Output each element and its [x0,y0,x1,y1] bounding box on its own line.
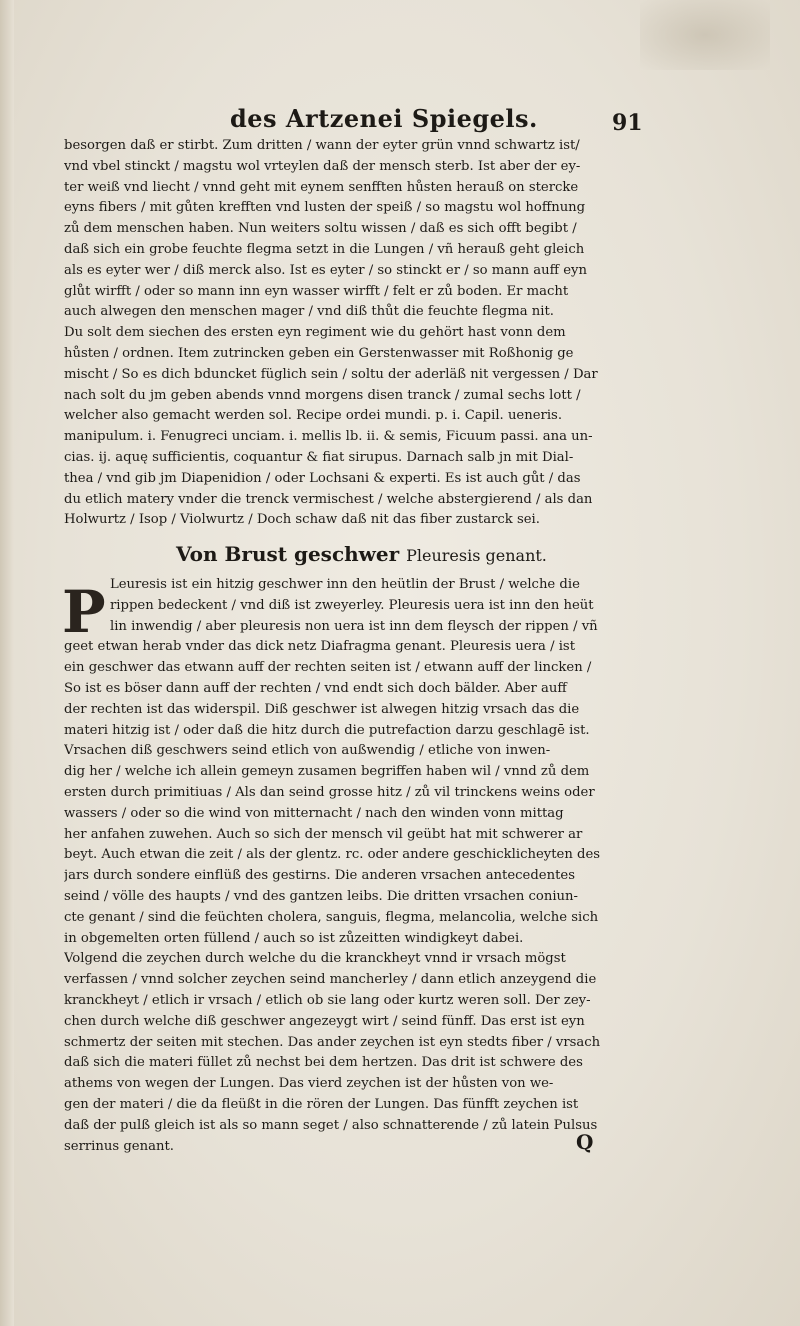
text-line: Du solt dem siechen des ersten eyn regiment wie du gehört hast vonn dem [64,325,566,341]
text-line: manipulum. i. Fenugreci unciam. i. mellis lb. ii. & semis, Ficuum passi. ana un- [64,429,593,445]
text-line: in obgemelten orten füllend / auch so ist zůzeitten windigkeyt dabei. [64,930,524,946]
text-line: serrinus genant. [64,1138,174,1154]
text-line: ter weiß vnd liecht / vnnd geht mit eynem senfften hůsten herauß on stercke [64,179,579,195]
text-line: dig her / welche ich allein gemeyn zusamen begriffen haben wil / vnnd zů dem [64,764,590,780]
text-line: glůt wirfft / oder so mann inn eyn wasser wirfft / felt er zů boden. Er macht [64,283,569,299]
page-gutter [0,0,14,1326]
text-line: hůsten / ordnen. Item zutrincken geben ein Gerstenwasser mit Roßhonig ge [64,345,574,361]
text-line: besorgen daß er stirbt. Zum dritten / wann der eyter grün vnnd schwartz ist/ [64,138,580,153]
text-line: daß sich ein grobe feuchte flegma setzt in die Lungen / vñ herauß geht gleich [64,241,585,257]
text-line: auch alwegen den menschen mager / vnd diß thůt die feuchte flegma nit. [64,304,554,320]
catchword: Q [576,1130,594,1154]
text-line: So ist es böser dann auff der rechten / vnd endt sich doch bälder. Aber auff [64,680,567,696]
text-line: Leuresis ist ein hitzig geschwer inn den heütlin der Brust / welche die [110,577,580,592]
text-line: Vrsachen diß geschwers seind etlich von außwendig / etliche von inwen- [64,743,551,759]
text-line: ersten durch primitiuas / Als dan seind grosse hitz / zů vil trinckens weins oder [64,784,595,800]
text-line: Holwurtz / Isop / Violwurtz / Doch schaw daß nit das fiber zustarck sei. [64,512,540,528]
text-line: athems von wegen der Lungen. Das vierd zeychen ist der hůsten von we- [64,1076,554,1092]
text-line: thea / vnd gib jm Diapenidion / oder Lochsani & experti. Es ist auch gůt / das [64,470,581,486]
text-line: du etlich matery vnder die trenck vermischest / welche abstergierend / als dan [64,491,593,507]
text-line: Volgend die zeychen durch welche du die kranckheyt vnnd ir vrsach mögst [64,951,566,967]
text-line: lin inwendig / aber pleuresis non uera ist inn dem fleysch der rippen / vñ [110,618,598,634]
text-line: materi hitzig ist / oder daß die hitz durch die putrefaction darzu geschlagē ist. [64,722,590,738]
text-line: beyt. Auch etwan die zeit / als der glentz. rc. oder andere geschicklicheyten des [64,847,601,863]
text-line: kranckheyt / etlich ir vrsach / etlich ob sie lang oder kurtz weren soll. Der zey- [64,992,591,1008]
text-line: mischt / So es dich bduncket füglich sein / soltu der aderläß nit vergessen / Dar [64,366,598,382]
running-head: des Artzenei Spiegels. [230,104,538,133]
text-line: daß der pulß gleich ist als so mann seget / also schnatterende / zů latein Pulsus [64,1117,598,1133]
paper-stain [640,0,770,70]
text-line: vnd vbel stinckt / magstu wol vrteylen daß der mensch sterb. Ist aber der ey- [64,158,581,174]
text-line: cias. ij. aquę sufficientis, coquantur & fiat sirupus. Darnach salb jn mit Dial- [64,449,574,465]
heading-title: Von Brust geschwer [176,542,400,566]
section1-text [64,136,654,531]
text-line: seind / völle des haupts / vnd des gantzen leibs. Die dritten vrsachen coniun- [64,888,578,904]
text-line: gen der materi / die da fleüßt in die rören der Lungen. Das fünfft zeychen ist [64,1096,579,1112]
drop-capital: P [62,578,106,646]
text-line: wassers / oder so die wind von mitternacht / nach den winden vonn mittag [64,805,564,821]
text-line: verfassen / vnnd solcher zeychen seind mancherley / dann etlich anzeygend die [64,972,597,988]
section-heading [176,542,616,566]
text-line: her anfahen zuwehen. Auch so sich der mensch vil geübt hat mit schwerer ar [64,826,583,842]
text-line: eyns fibers / mit gůten krefften vnd lusten der speiß / so magstu wol hoffnung [64,200,586,216]
text-line: ein geschwer das etwann auff der rechten seiten ist / etwann auff der lincken / [64,660,592,676]
text-line: zů dem menschen haben. Nun weiters soltu wissen / daß es sich offt begibt / [64,221,577,237]
text-line: nach solt du jm geben abends vnnd morgens disen tranck / zumal sechs lott / [64,387,581,403]
text-line: schmertz der seiten mit stechen. Das ander zeychen ist eyn stedts fiber / vrsach [64,1034,601,1050]
text-line: cte genant / sind die feüchten cholera, sanguis, flegma, melancolia, welche sich [64,909,599,925]
text-line: daß sich die materi füllet zů nechst bei dem hertzen. Das drit ist schwere des [64,1055,583,1071]
text-line: chen durch welche diß geschwer angezeygt wirt / seind fünff. Das erst ist eyn [64,1013,585,1029]
folio-number: 91 [612,110,643,136]
text-line: welcher also gemacht werden sol. Recipe ordei mundi. p. i. Capil. ueneris. [64,408,563,424]
text-line: der rechten ist das widerspil. Diß geschwer ist alwegen hitzig vrsach das die [64,701,580,717]
text-line: jars durch sondere einflüß des gestirns. Die anderen vrsachen antecedentes [64,868,575,884]
text-line: als es eyter wer / diß merck also. Ist es eyter / so stinckt er / so mann auff eyn [64,262,587,278]
heading-latin: Pleuresis genant. [406,546,547,565]
section2-text [64,575,654,1157]
text-line: rippen bedeckent / vnd diß ist zweyerley. Pleuresis uera ist inn den heüt [110,597,594,613]
text-line: geet etwan herab vnder das dick netz Diafragma genant. Pleuresis uera / ist [64,639,575,655]
